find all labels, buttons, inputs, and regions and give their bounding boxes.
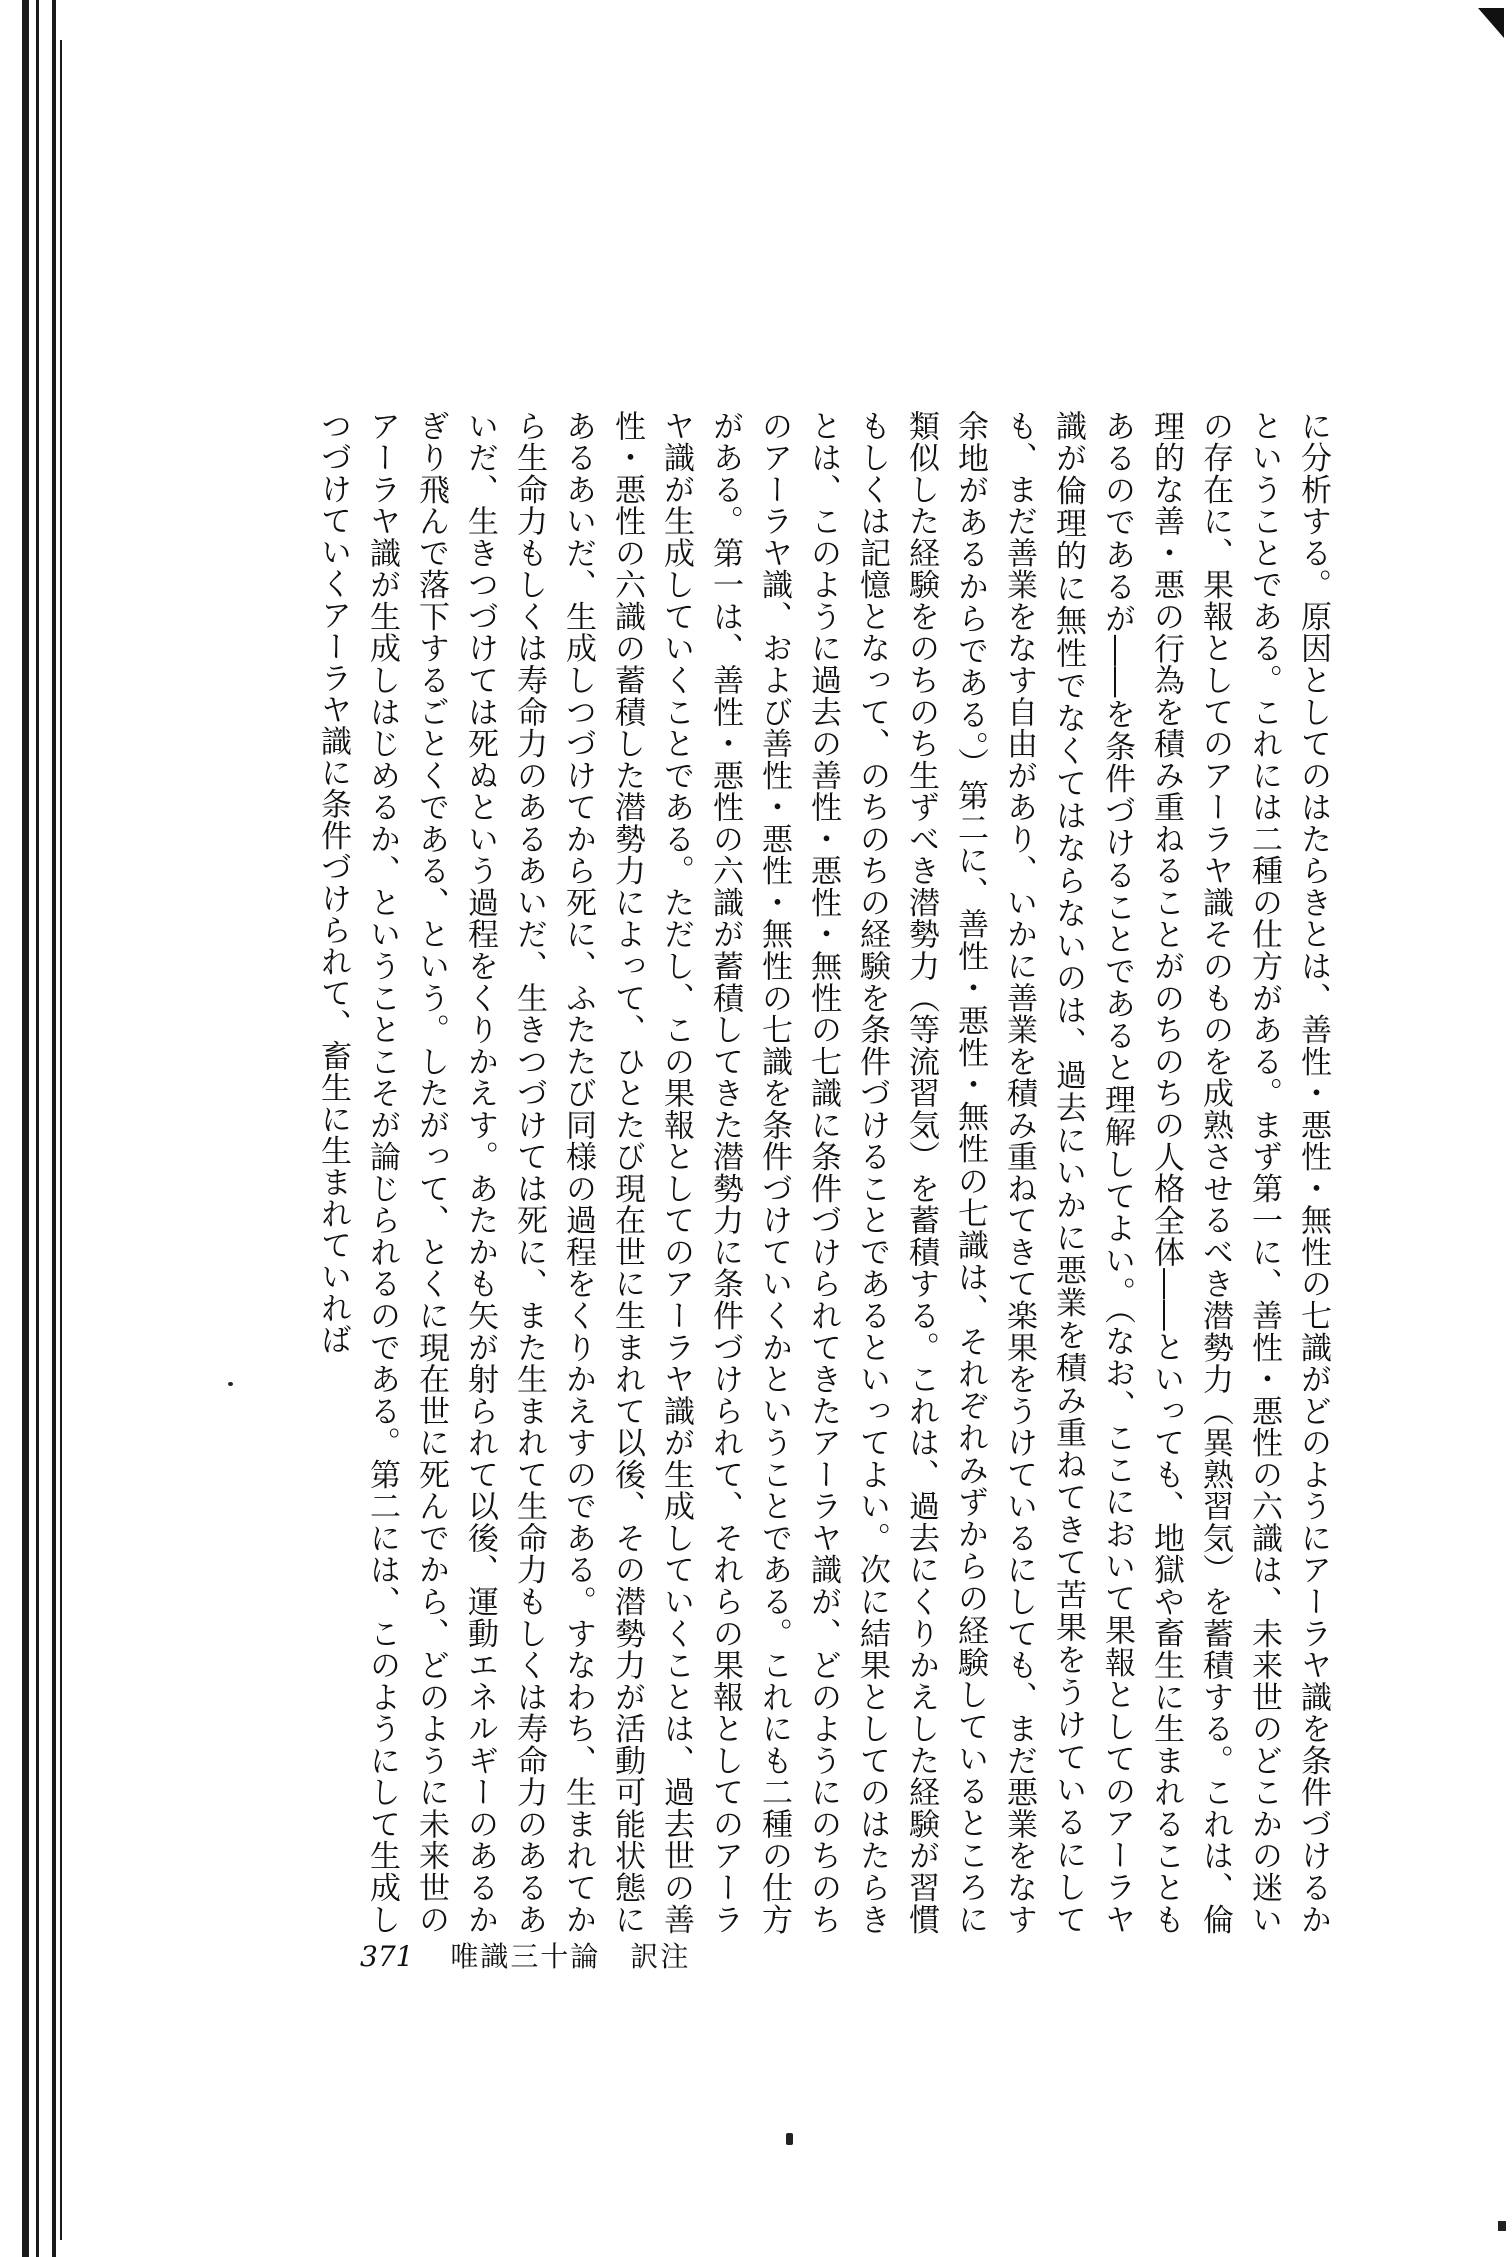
scan-corner-mark — [1498, 2221, 1506, 2231]
scan-corner-mark — [1478, 8, 1504, 38]
page-number: 371 — [360, 1940, 414, 1973]
binding-edge-line — [36, 0, 39, 2257]
scan-speck — [228, 1382, 233, 1386]
running-title: 唯識三十論 訳注 — [450, 1940, 691, 1973]
binding-edge-line — [60, 40, 62, 2240]
paragraph: に分析する。原因としてのはたらきとは、善性・悪性・無性の七識がどのようにアーラヤ識を条件づけるかということである。これには二種の仕方がある。まず第一に、善性・悪性の六識は、未来世のどこかの迷いの存在に、果報としてのアーラヤ識そのものを成熟させるべき潜勢力（異熟習気）を蓄積する。これは、倫理的な善・悪の行為を積み重ねることがのちのちの人格全体――といっても、地獄や畜生に生まれることもあるのであるが――を条件づけることであると理解してよい。（なお、ここにおいて果報としてのアーラヤ識が倫理的に無性でなくてはならないのは、過去にいかに悪業を積み重ねてきて苦果をうけているにしても、まだ善業をなす自由があり、いかに善業を積み重ねてきて楽果をうけているにしても、まだ悪業をなす余地があるからである。）第二に、善性・悪性・無性の七識は、それぞれみずからの経験しているところに類似した経験をのちのち生ずべき潜勢力（等流習気）を蓄積する。これは、過去にくりかえした経験が習慣もしくは記憶となって、のちのちの経験を条件づけることであるといってよい。次に結果としてのはたらきとは、このように過去の善性・悪性・無性の七識に条件づけられてきたアーラヤ識が、どのようにのちのちのアーラヤ識、および善性・悪性・無性の七識を条件づけていくかということである。これにも二種の仕方がある。第一は、善性・悪性の六識が蓄積してきた潜勢力に条件づけられて、それらの果報としてのアーラヤ識が生成していくことである。ただし、この果報としてのアーラヤ識が生成していくことは、過去世の善性・悪性の六識の蓄積した潜勢力によって、ひとたび現在世に生まれて以後、その潜勢力が活動可能状態にあるあいだ、生成しつづけてから死に、ふたたび同様の過程をくりかえすのである。すなわち、生まれてから生命力もしくは寿命力のあるあいだ、生きつづけては死に、また生まれて生命力もしくは寿命力のあるあいだ、生きつづけては死ぬという過程をくりかえす。あたかも矢が射られて以後、運動エネルギーのあるかぎり飛んで落下するごとくである、という。したがって、とくに現在世に死んでから、どのように未来世のアーラヤ識が生成しはじめるか、ということこそが論じられるのである。第二には、このようにして生成しつづけていくアーラヤ識に条件づけられて、畜生に生まれていれば — [315, 410, 1331, 1936]
body-text — [308, 410, 1337, 1935]
binding-edge-line — [22, 0, 29, 2257]
running-footer — [360, 1935, 690, 1975]
binding-edge-line — [52, 0, 56, 2257]
scan-speck — [786, 2133, 793, 2145]
